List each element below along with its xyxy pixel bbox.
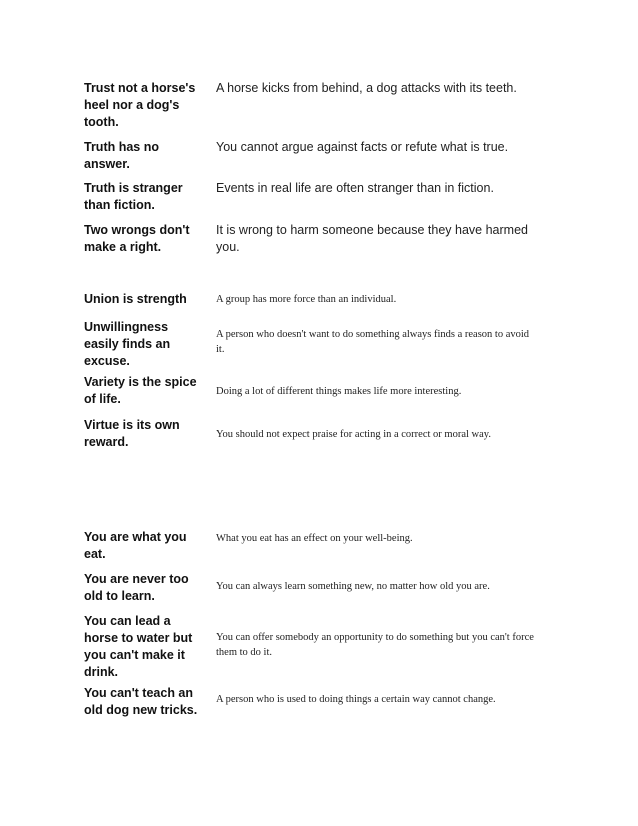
proverb-text: Truth is stranger than fiction. <box>84 181 183 212</box>
meaning-text: A horse kicks from behind, a dog attacks with its teeth. <box>216 81 517 95</box>
meaning-text: Events in real life are often stranger than in fiction. <box>216 181 494 195</box>
proverb-text: Trust not a horse's heel nor a dog's tooth. <box>84 81 196 129</box>
meaning-text: You should not expect praise for acting in a correct or moral way. <box>216 429 491 440</box>
meaning-text: You can offer somebody an opportunity to do something but you can't force them to do it. <box>216 632 534 658</box>
proverb-text: Truth has no answer. <box>84 140 159 171</box>
meaning-text: A group has more force than an individual. <box>216 294 397 305</box>
meaning-text: Doing a lot of different things makes life more interesting. <box>216 386 462 397</box>
proverb-text: You can lead a horse to water but you can't make it drink. <box>84 614 193 679</box>
proverb-text: You are never too old to learn. <box>84 572 189 603</box>
meaning-text: You can always learn something new, no matter how old you are. <box>216 581 490 592</box>
proverb-text: Variety is the spice of life. <box>84 375 197 406</box>
meaning-text: What you eat has an effect on your well-being. <box>216 533 413 544</box>
meaning-text: You cannot argue against facts or refute what is true. <box>216 140 509 154</box>
meaning-text: A person who is used to doing things a certain way cannot change. <box>216 694 496 705</box>
proverb-text: Unwillingness easily finds an excuse. <box>84 320 171 368</box>
meaning-text: A person who doesn't want to do something always finds a reason to avoid it. <box>216 329 530 355</box>
meaning-text: It is wrong to harm someone because they have harmed you. <box>216 223 528 254</box>
proverb-text: Two wrongs don't make a right. <box>84 223 190 254</box>
proverb-text: You are what you eat. <box>84 530 187 561</box>
proverb-text: Virtue is its own reward. <box>84 418 180 449</box>
proverb-text: You can't teach an old dog new tricks. <box>84 686 198 717</box>
proverb-text: Union is strength <box>84 292 187 306</box>
